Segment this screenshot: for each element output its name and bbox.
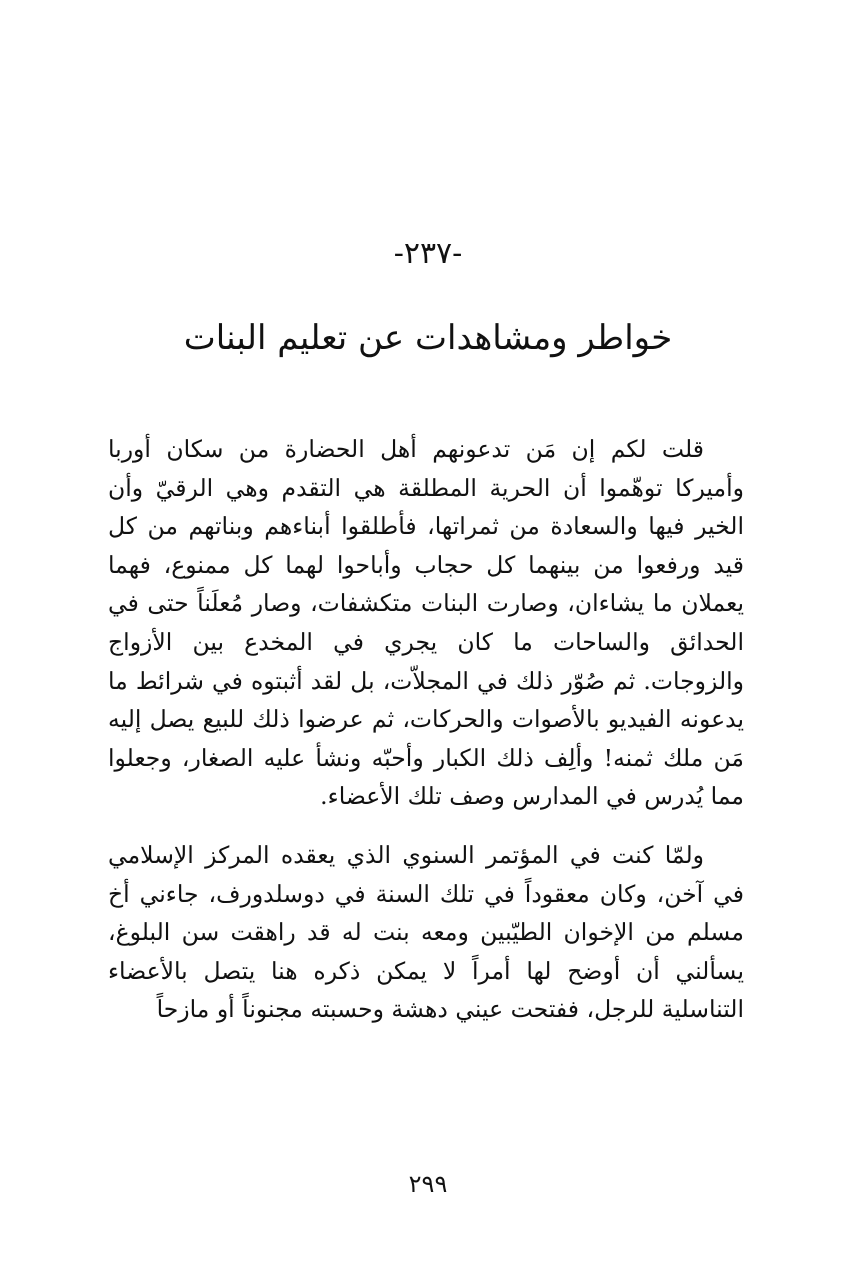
section-number: -٢٣٧- [393,236,463,271]
paragraph: قلت لكم إن مَن تدعونهم أهل الحضارة من سكان أوربا وأميركا توهّموا أن الحرية المطلقة هي التقدم وهي الرقيّ وأن الخير فيها والسعادة من ثمراتها، فأطلقوا أبناءهم وبناتهم من كل قيد ورفعوا من بينهما كل حجاب وأباحوا لهما كل ممنوع، فهما يعملان ما يشاءان، وصارت البنات متكشفات، وصار مُعلَناً حتى في الحدائق والساحات ما كان يجري في المخدع بين الأزواج والزوجات. ثم صُوّر ذلك في المجلاّت، بل لقد أثبتوه في شرائط ما يدعونه الفيديو بالأصوات والحركات، ثم عرضوا ذلك للبيع يصل إليه مَن ملك ثمنه! وألِف ذلك الكبار وأحبّه ونشأ عليه الصغار، وجعلوا مما يُدرس في المدارس وصف تلك الأعضاء. [108,435,745,811]
chapter-heading: خواطر ومشاهدات عن تعليم البنات [183,318,673,358]
paragraph: ولمّا كنت في المؤتمر السنوي الذي يعقده المركز الإسلامي في آخن، وكان معقوداً في تلك السنة في دوسلدورف، جاءني أخ مسلم من الإخوان الطيّبين ومعه بنت له قد راهقت سن البلوغ، يسألني أن أوضح لها أمراً لا يمكن ذكره هنا يتصل بالأعضاء التناسلية للرجل، ففتحت عيني دهشة وحسبته مجنوناً أو مازحاً [108,840,744,1024]
body-text [108,430,744,1029]
page-number: ٢٩٩ [408,1170,448,1198]
